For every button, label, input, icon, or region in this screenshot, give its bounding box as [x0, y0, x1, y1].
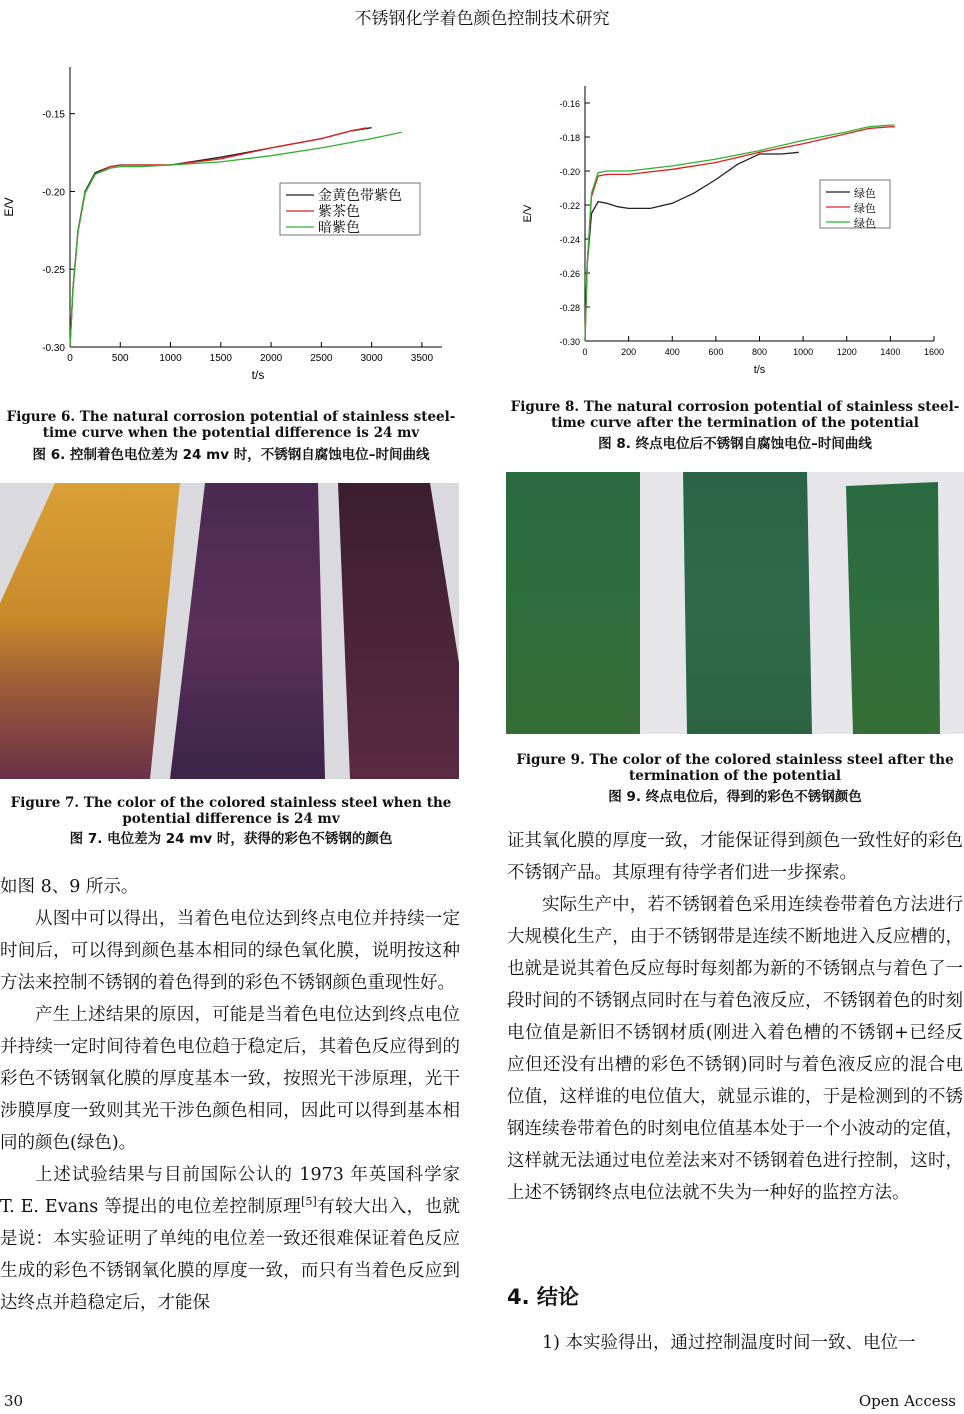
paragraph: 1) 本实验得出，通过控制温度时间一致、电位一: [542, 1333, 916, 1353]
x-tick-label: 1200: [836, 347, 857, 357]
x-tick-label: 800: [751, 347, 768, 357]
right-column-text: [507, 825, 963, 1209]
y-tick-label: -0.25: [42, 265, 65, 277]
x-tick-label: 3000: [360, 353, 383, 364]
legend-label: 绿色: [854, 218, 876, 230]
steel-strip-3: [846, 482, 940, 734]
paragraph: 从图中可以得出，当着色电位达到终点电位并持续一定时间后，可以得到颜色基本相同的绿色氧化膜，说明按这种方法来控制不锈钢的着色得到的彩色不锈钢颜色重现性好。: [0, 909, 460, 993]
x-axis-label: t/s: [251, 368, 265, 382]
y-tick-label: -0.30: [42, 343, 65, 354]
y-tick-label: -0.30: [559, 337, 580, 347]
citation-ref[interactable]: [5]: [301, 1195, 317, 1209]
steel-strip-2: [683, 472, 812, 734]
y-tick-label: -0.15: [42, 109, 65, 121]
x-tick-label: 400: [664, 347, 680, 357]
paragraph: 证其氧化膜的厚度一致，才能保证得到颜色一致性好的彩色不锈钢产品。其原理有待学者们进一步探索。: [507, 831, 963, 883]
x-tick-label: 1000: [159, 353, 182, 364]
y-tick-label: -0.20: [559, 167, 580, 177]
figure8-caption-en: Figure 8. The natural corrosion potential of stainless steel-time curve after the termination of the potential: [510, 399, 960, 431]
paragraph-text: 上述试验结果与目前国际公认的 1973 年英国科学家 T. E. Evans 等提出的电位差控制原理: [0, 1165, 460, 1217]
y-tick-label: -0.16: [559, 99, 580, 109]
running-header: 不锈钢化学着色颜色控制技术研究: [354, 9, 610, 29]
figure7-caption-en: Figure 7. The color of the colored stainless steel when the potential difference is 24 mv: [10, 795, 452, 827]
legend-label: 金黄色带紫色: [318, 187, 402, 203]
legend-label: 紫茶色: [318, 203, 360, 219]
x-tick-label: 500: [111, 353, 129, 364]
paragraph-text: 有较大出入，也就是说：本实验证明了单纯的电位差一致还很难保证着色反应生成的彩色不锈钢氧化膜的厚度一致，而只有当着色反应到达终点并趋稳定后，才能保: [0, 1197, 460, 1313]
y-axis-label: E/V: [522, 204, 534, 223]
steel-strip-1: [506, 472, 640, 734]
section-heading: 4. 结论: [507, 1285, 579, 1309]
y-tick-label: -0.24: [559, 235, 580, 245]
x-tick-label: 200: [621, 347, 637, 357]
legend-label: 暗紫色: [318, 219, 360, 235]
y-axis-label: E/V: [2, 197, 16, 217]
figure9-caption-cn: 图 9. 终点电位后，得到的彩色不锈钢颜色: [608, 789, 862, 805]
figure8-caption-cn: 图 8. 终点电位后不锈钢自腐蚀电位–时间曲线: [598, 436, 872, 452]
x-tick-label: 1600: [923, 347, 945, 357]
left-column-text: [0, 871, 460, 1319]
figure9-caption-en: Figure 9. The color of the colored stainless steel after the termination of the potential: [516, 752, 954, 784]
figure6-chart: [0, 55, 462, 400]
y-tick-label: -0.28: [559, 303, 580, 313]
y-tick-label: -0.26: [559, 269, 580, 279]
paragraph: 如图 8、9 所示。: [0, 877, 139, 897]
figure6-caption-cn: 图 6. 控制着色电位差为 24 mv 时，不锈钢自腐蚀电位–时间曲线: [32, 447, 430, 463]
y-tick-label: -0.22: [559, 201, 580, 211]
paragraph: 实际生产中，若不锈钢着色采用连续卷带着色方法进行大规模化生产，由于不锈钢带是连续不断地进入反应槽的，也就是说其着色反应每时每刻都为新的不锈钢点与着色了一段时间的不锈钢点同时在与着色液反应，不锈钢着色的时刻电位值是新旧不锈钢材质(刚进入着色槽的不锈钢+已经反应但还没有出槽的彩色不锈钢)同时与着色液反应的混合电位值，这样谁的电位值大，就显示谁的，于是检测到的不锈钢连续卷带着色的时刻电位值基本处于一个小波动的定值，这样就无法通过电位差法来对不锈钢着色进行控制，这时，上述不锈钢终点电位法就不失为一种好的监控方法。: [507, 895, 963, 1203]
paragraph: 产生上述结果的原因，可能是当着色电位达到终点电位并持续一定时间待着色电位趋于稳定后，其着色反应得到的彩色不锈钢氧化膜的厚度基本一致，按照光干涉原理，光干涉膜厚度一致则其光干涉色颜色相同，因此可以得到基本相同的颜色(绿色)。: [0, 1005, 460, 1153]
right-column-text-2: [507, 1327, 963, 1359]
x-tick-label: 1000: [793, 347, 814, 357]
x-tick-label: 0: [67, 353, 73, 364]
x-tick-label: 600: [708, 347, 724, 357]
x-tick-label: 1500: [209, 353, 232, 364]
x-axis-label: t/s: [753, 364, 766, 376]
x-tick-label: 2000: [259, 353, 283, 364]
figure8-chart: [508, 78, 960, 383]
y-tick-label: -0.18: [559, 133, 580, 143]
x-tick-label: 2500: [310, 353, 333, 364]
y-tick-label: -0.20: [42, 187, 65, 199]
x-tick-label: 3500: [410, 353, 434, 364]
paragraph: [0, 1159, 460, 1319]
x-tick-label: 0: [582, 347, 588, 357]
journal-label: Open Access: [858, 1392, 956, 1410]
figure6-caption-en: Figure 6. The natural corrosion potential of stainless steel-time curve when the potential difference is 24 mv: [6, 409, 456, 441]
page-number: 30: [4, 1392, 24, 1410]
legend-label: 绿色: [854, 188, 876, 200]
x-tick-label: 1400: [880, 347, 901, 357]
figure7-caption-cn: 图 7. 电位差为 24 mv 时，获得的彩色不锈钢的颜色: [69, 831, 393, 847]
figure9-photo: [506, 472, 964, 734]
legend-label: 绿色: [854, 203, 876, 215]
figure7-photo: [0, 483, 459, 779]
